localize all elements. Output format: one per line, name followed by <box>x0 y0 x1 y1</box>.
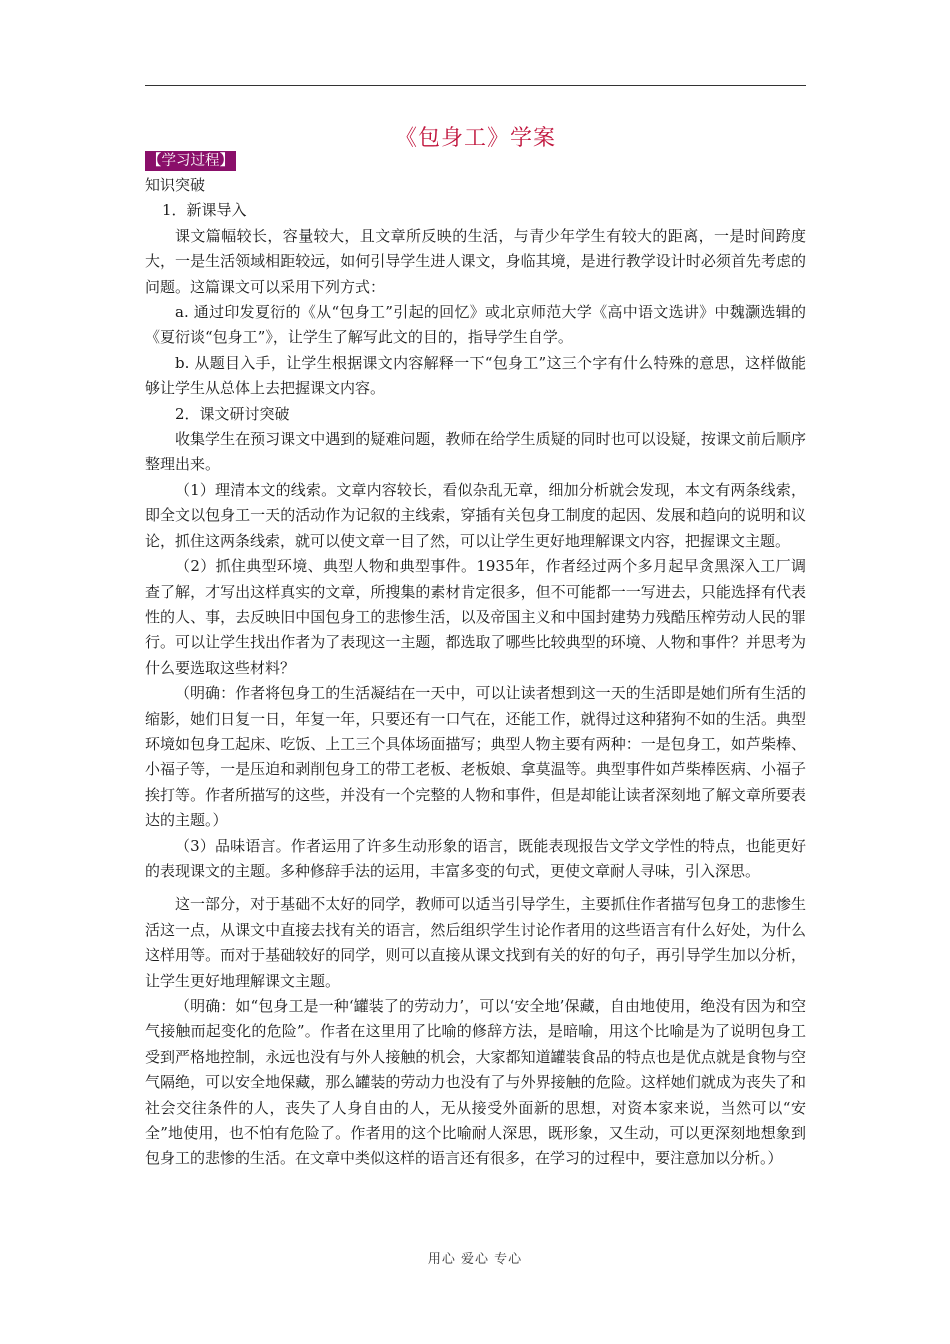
paragraph: 收集学生在预习课文中遇到的疑难问题，教师在给学生质疑的同时也可以设疑，按课文前后顺序整理出来。 <box>145 430 806 474</box>
paragraph: 这一部分，对于基础不太好的同学，教师可以适当引导学生，主要抓住作者描写包身工的悲惨生活这一点，从课文中直接去找有关的语言，然后组织学生讨论作者用的这些语言有什么好处，为什么这样用等。而对于基础较好的同学，则可以直接从课文找到有关的好的句子，再引导学生加以分析，让学生更好地理解课文主题。 <box>145 895 806 990</box>
header-rule <box>145 85 806 86</box>
paragraph: 课文篇幅较长，容量较大，且文章所反映的生活，与青少年学生有较大的距离，一是时间跨度大，一是生活领域相距较远，如何引导学生进人课文，身临其境，是进行教学设计时必须首先考虑的问题。这篇课文可以采用下列方式： <box>145 226 806 296</box>
document-title: 《包身工》学案 <box>394 126 556 151</box>
paragraph: （2）抓住典型环境、典型人物和典型事件。1935年，作者经过两个多月起早贪黑深入工厂调查了解，才写出这样真实的文章，所搜集的素材肯定很多，但不可能都一一写进去，只能选择有代表性的人、事，去反映旧中国包身工的悲惨生活，以及帝国主义和中国封建势力残酷压榨劳动人民的罪行。可以让学生找出作者为了表现这一主题，都选取了哪些比较典型的环境、人物和事件？并思考为什么要选取这些材料？ <box>145 557 806 677</box>
document-body <box>145 173 806 1172</box>
paragraph: b. 从题目入手，让学生根据课文内容解释一下“包身工”这三个字有什么特殊的意思，这样做能够让学生从总体上去把握课文内容。 <box>145 353 806 398</box>
paragraph: a. 通过印发夏衍的《从“包身工”引起的回忆》或北京师范大学《高中语文选讲》中魏灏选辑的《夏衍谈“包身工”》，让学生了解写此文的目的，指导学生自学。 <box>145 303 806 347</box>
paragraph: 2．课文研讨突破 <box>175 404 290 423</box>
paragraph: （1）理清本文的线索。文章内容较长，看似杂乱无章，细加分析就会发现，本文有两条线索，即全文以包身工一天的活动作为记叙的主线索，穿插有关包身工制度的起因、发展和趋向的说明和议论，抓住这两条线索，就可以使文章一目了然，可以让学生更好地理解课文内容，把握课文主题。 <box>145 480 806 550</box>
paragraph: （3）品味语言。作者运用了许多生动形象的语言，既能表现报告文学文学性的特点，也能更好的表现课文的主题。多种修辞手法的运用，丰富多变的句式，更使文章耐人寻味，引入深思。 <box>145 836 806 880</box>
paragraph: （明确：如“包身工是一种‘罐装了的劳动力’，可以‘安全地’保藏，自由地使用，绝没有因为和空气接触而起变化的危险”。作者在这里用了比喻的修辞方法，是暗喻，用这个比喻是为了说明包身工受到严格地控制，永远也没有与外人接触的机会，大家都知道罐装食品的特点也是优点就是食物与空气隔绝，可以安全地保藏，那么罐装的劳动力也没有了与外界接触的危险。这样她们就成为丧失了和社会交往条件的人，丧失了人身自由的人，无从接受外面新的思想，对资本家来说，当然可以“安全”地使用，也不怕有危险了。作者用的这个比喻耐人深思，既形象，又生动，可以更深刻地想象到包身工的悲惨的生活。在文章中类似这样的语言还有很多，在学习的过程中，要注意加以分析。） <box>145 997 806 1168</box>
section-tag: 【学习过程】 <box>147 153 234 169</box>
section-heading: 知识突破 <box>145 176 206 194</box>
paragraph: 1．新课导入 <box>162 201 247 220</box>
paragraph: （明确：作者将包身工的生活凝结在一天中，可以让读者想到这一天的生活即是她们所有生活的缩影，她们日复一日，年复一年，只要还有一口气在，还能工作，就得过这种猪狗不如的生活。典型环境如包身工起床、吃饭、上工三个具体场面描写；典型人物主要有两种：一是包身工，如芦柴棒、小福子等，一是压迫和剥削包身工的带工老板、老板娘、拿莫温等。典型事件如芦柴棒医病、小福子挨打等。作者所描写的这些，并没有一个完整的人物和事件，但是却能让读者深刻地了解文章所要表达的主题。） <box>145 684 806 830</box>
page-footer: 用心 爱心 专心 <box>427 1252 523 1267</box>
